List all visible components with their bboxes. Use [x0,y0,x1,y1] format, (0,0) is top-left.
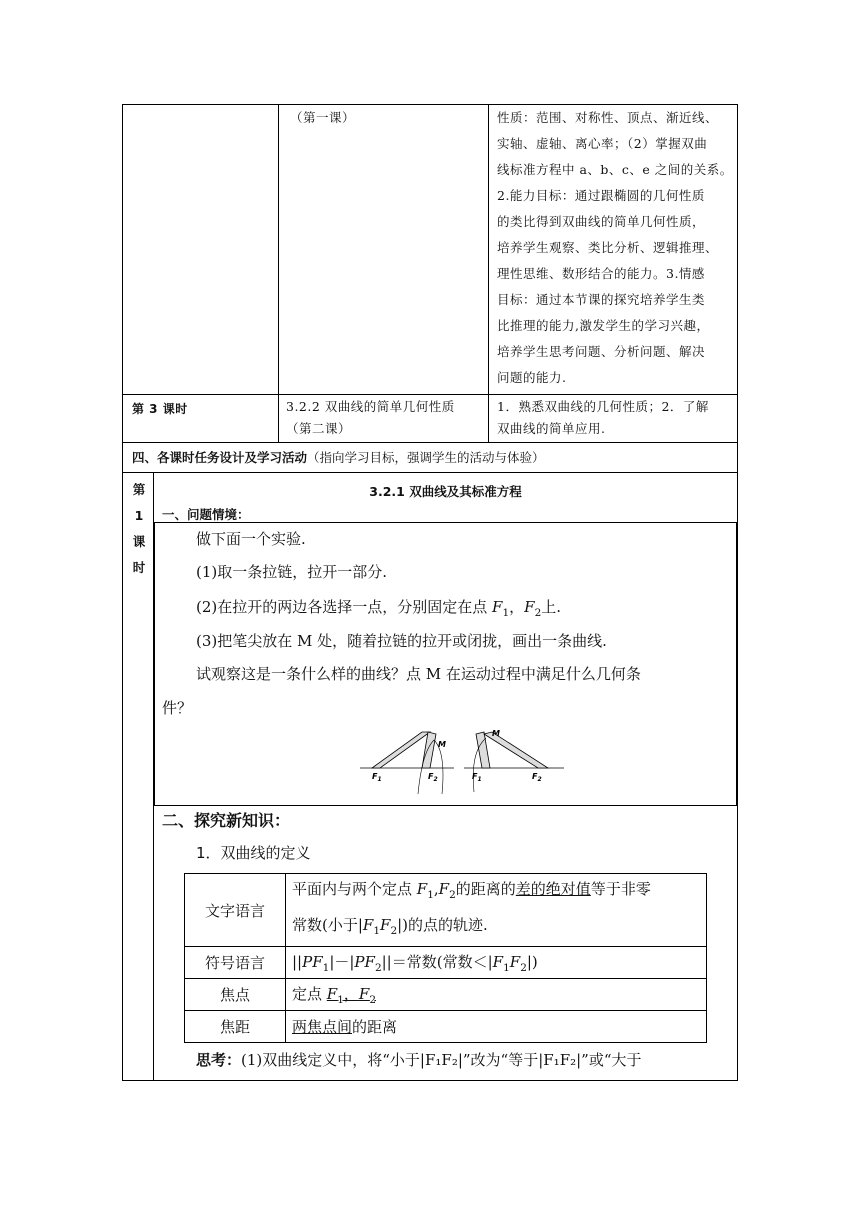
goal-line: 2.能力目标：通过跟椭圆的几何性质 [497,188,705,203]
think-line [196,1049,642,1070]
label-m-left: M [438,740,446,749]
lesson-3-topic [286,396,455,440]
def-focal-text: 的距离 [352,1018,398,1036]
def-text-c: 等于非零 [590,880,651,898]
def-row-symbol [185,947,707,979]
topic-line: （第二课） [286,421,352,436]
def-text-a: 平面内与两个定点 [292,880,417,898]
step-2-suffix: 上. [541,598,562,616]
goal-line: 双曲线的简单应用. [497,421,606,436]
lesson-goals [497,105,737,391]
def-text-underlined: 差的绝对值 [515,880,591,898]
def-label-foci: 焦点 [185,979,286,1011]
goal-line: 1．熟悉双曲线的几何性质；2．了解 [497,399,709,414]
topic-line: 3.2.2 双曲线的简单几何性质 [286,399,455,414]
think-label: 思考： [196,1051,242,1069]
row-divider-1 [122,394,738,395]
side-char: 1 [134,508,144,523]
side-char: 时 [132,560,146,575]
zipper-arm-right-a [476,732,490,768]
goal-line: 培养学生思考问题、分析问题、解决 [497,344,706,359]
definition-heading: 1．双曲线的定义 [196,844,311,862]
goal-line: 目标：通过本节课的探究培养学生类 [497,292,706,307]
def-text-b: 的距离的 [455,880,516,898]
step-3: (3)把笔尖放在 M 处，随着拉链的拉开或闭拢，画出一条曲线. [196,632,607,650]
section-4-note: （指向学习目标，强调学生的活动与体验） [307,450,545,465]
lesson-1-side-label [131,477,147,581]
def-row-text [185,874,707,947]
explore-heading: 二、探究新知识： [162,811,291,830]
goal-line: 的类比得到双曲线的简单几何性质， [497,214,706,229]
label-f1-right: $F_1$ [472,772,482,783]
def-row-foci [185,979,707,1011]
def-text-e: |)的点的轨迹. [397,916,488,934]
goal-line: 实轴、虚轴、离心率；（2）掌握双曲 [497,136,708,151]
lesson-1-title: 3.2.1 双曲线及其标准方程 [369,484,522,499]
goal-line: 问题的能力. [497,370,567,385]
lesson-subtitle: （第一课） [290,110,356,125]
col-divider-2 [488,104,489,442]
label-f2-right: $F_2$ [532,772,542,783]
def-focal-underlined: 两焦点间 [292,1018,353,1036]
row-divider-3 [122,472,738,473]
question-line-1: 试观察这是一条什么样的曲线？点 M 在运动过程中满足什么几何条 [196,665,641,683]
zipper-arm-left-b [422,732,436,768]
lesson-3-label: 第 3 课时 [132,402,188,416]
section-4-header [132,448,545,466]
side-char: 课 [132,534,146,549]
row-divider-2 [122,442,738,443]
think-text: (1)双曲线定义中，将“小于|F₁F₂|”改为“等于|F₁F₂|”或“大于 [241,1051,642,1069]
def-text-d: 常数(小于| [292,916,363,934]
label-f2-left: $F_2$ [428,772,438,783]
goal-line: 比推理的能力,激发学生的学习兴趣， [497,318,710,333]
def-row-focal [185,1011,707,1043]
problem-situation-heading: 一、问题情境： [162,507,250,522]
def-symbol-text: 常数(常数＜| [406,953,493,971]
table-right-border [737,104,738,1081]
section-4-title: 四、各课时任务设计及学习活动 [132,450,308,465]
table-bottom-border [122,1080,738,1081]
label-f1-left: $F_1$ [372,772,382,783]
goal-line: 性质：范围、对称性、顶点、渐近线、 [497,110,719,125]
def-text: 平面内与两个定点 $F_1,F_2$的距离的差的绝对值等于非零 常数(小于$|F_1F_2|$)的点的轨迹. [286,874,707,947]
experiment-intro: 做下面一个实验. [196,530,306,548]
step-2-text: (2)在拉开的两边各选择一点，分别固定在点 [196,598,488,616]
def-focal [286,1011,707,1043]
def-label-text: 文字语言 [185,874,286,947]
def-symbol: $||PF_1|-|PF_2||=$常数(常数$<|F_1F_2|$) [286,947,707,979]
label-m-right: M [492,729,500,738]
goal-line: 培养学生观察、类比分析、逻辑推理、 [497,240,719,255]
goal-line: 理性思维、数形结合的能力。3.情感 [497,266,705,281]
lesson-3-goals [497,396,709,440]
def-label-symbol: 符号语言 [185,947,286,979]
col-divider-1 [278,104,279,442]
side-char: 第 [132,482,146,497]
definition-table [184,873,707,1043]
def-foci-text: 定点 [292,985,327,1003]
zipper-arm-left-a [372,732,430,768]
goal-line: 线标准方程中 a、b、c、e 之间的关系。 [497,162,733,177]
def-foci: 定点 $F_1$，$F_2$ [286,979,707,1011]
question-line-2: 件？ [162,699,193,717]
step-2: (2)在拉开的两边各选择一点，分别固定在点 $F_1$，$F_2$上. [196,598,562,619]
table-left-border [122,104,123,1081]
zipper-figure [358,722,568,806]
step-1: (1)取一条拉链，拉开一部分. [196,563,388,581]
def-label-focal: 焦距 [185,1011,286,1043]
